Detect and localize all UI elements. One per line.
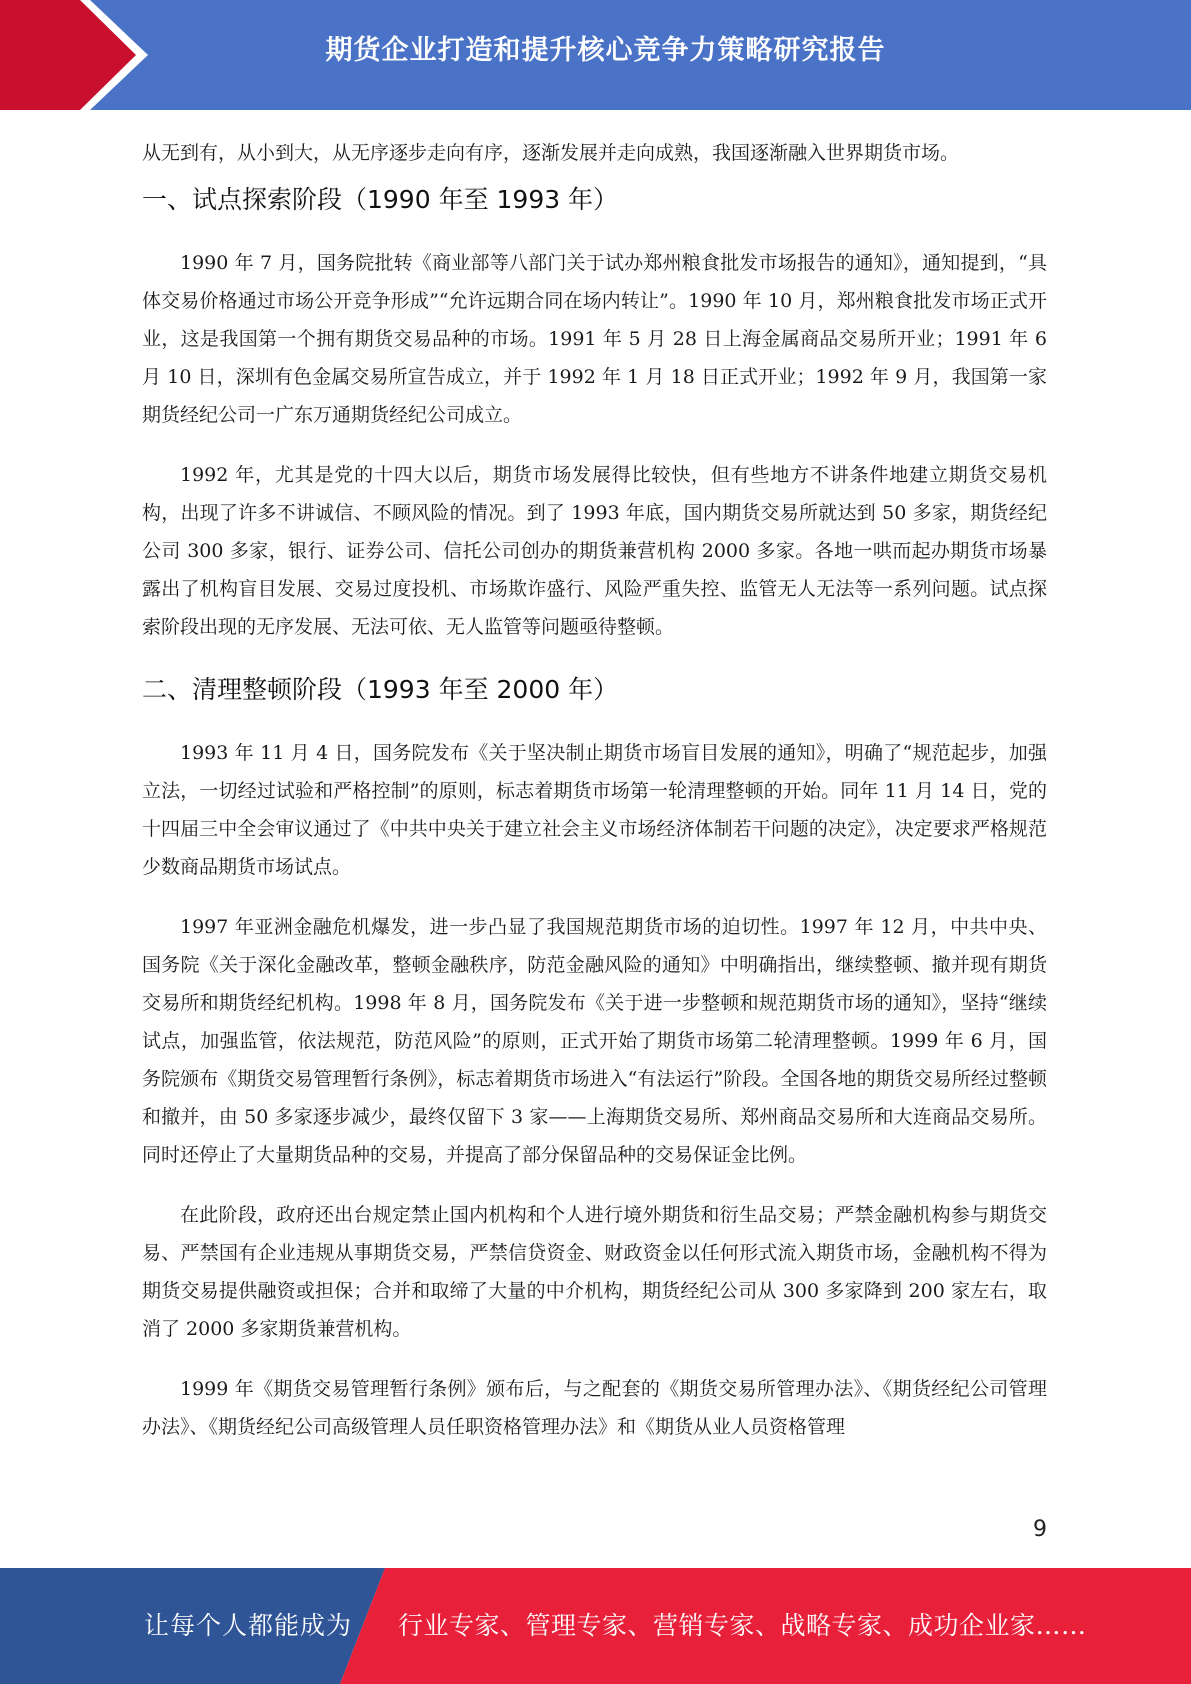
section-heading-1: 一、试点探索阶段（1990 年至 1993 年） xyxy=(142,185,619,214)
body-paragraph: 在此阶段，政府还出台规定禁止国内机构和个人进行境外期货和衍生品交易；严禁金融机构参与期货交易、严禁国有企业违规从事期货交易，严禁信贷资金、财政资金以任何形式流入期货市场，金融机构不得为期货交易提供融资或担保；合并和取缔了大量的中介机构，期货经纪公司从 300 多家降到 200 家左右，取消了 2000 多家期货兼营机构。 xyxy=(142,1204,1047,1340)
report-title: 期货企业打造和提升核心竞争力策略研究报告 xyxy=(325,35,886,66)
section-heading-2: 二、清理整顿阶段（1993 年至 2000 年） xyxy=(142,675,619,704)
document-body xyxy=(142,134,1047,1468)
body-paragraph: 1990 年 7 月，国务院批转《商业部等八部门关于试办郑州粮食批发市场报告的通知》，通知提到，“具体交易价格通过市场公开竞争形成”“允许远期合同在场内转让”。1990 年 10 月，郑州粮食批发市场正式开业，这是我国第一个拥有期货交易品种的市场。1991 年 5 月 28 日上海金属商品交易所开业；1991 年 6 月 10 日，深圳有色金属交易所宣告成立，并于 1992 年 1 月 18 日正式开业；1992 年 9 月，我国第一家期货经纪公司一广东万通期货经纪公司成立。 xyxy=(142,252,1047,426)
footer-slogan-right: 行业专家、管理专家、营销专家、战略专家、成功企业家…… xyxy=(398,1611,1087,1640)
footer-slogan-left: 让每个人都能成为 xyxy=(144,1611,353,1640)
body-paragraph: 1999 年《期货交易管理暂行条例》颁布后，与之配套的《期货交易所管理办法》、《期货经纪公司管理办法》、《期货经纪公司高级管理人员任职资格管理办法》和《期货从业人员资格管理 xyxy=(142,1378,1047,1438)
lead-paragraph: 从无到有，从小到大，从无序逐步走向有序，逐渐发展并走向成熟，我国逐渐融入世界期货市场。 xyxy=(142,142,960,164)
page-footer xyxy=(0,1568,1191,1684)
page-header xyxy=(0,0,1191,110)
page-number: 9 xyxy=(1033,1517,1047,1542)
body-paragraph: 1997 年亚洲金融危机爆发，进一步凸显了我国规范期货市场的迫切性。1997 年 12 月，中共中央、国务院《关于深化金融改革，整顿金融秩序，防范金融风险的通知》中明确指出，继续整顿、撤并现有期货交易所和期货经纪机构。1998 年 8 月，国务院发布《关于进一步整顿和规范期货市场的通知》，坚持“继续试点，加强监管，依法规范，防范风险”的原则，正式开始了期货市场第二轮清理整顿。1999 年 6 月，国务院颁布《期货交易管理暂行条例》，标志着期货市场进入“有法运行”阶段。全国各地的期货交易所经过整顿和撤并，由 50 多家逐步减少，最终仅留下 3 家——上海期货交易所、郑州商品交易所和大连商品交易所。同时还停止了大量期货品种的交易，并提高了部分保留品种的交易保证金比例。 xyxy=(142,916,1047,1166)
body-paragraph: 1993 年 11 月 4 日，国务院发布《关于坚决制止期货市场盲目发展的通知》，明确了“规范起步，加强立法，一切经过试验和严格控制”的原则，标志着期货市场第一轮清理整顿的开始。同年 11 月 14 日，党的十四届三中全会审议通过了《中共中央关于建立社会主义市场经济体制若干问题的决定》，决定要求严格规范少数商品期货市场试点。 xyxy=(142,742,1047,878)
body-paragraph: 1992 年，尤其是党的十四大以后，期货市场发展得比较快，但有些地方不讲条件地建立期货交易机构，出现了许多不讲诚信、不顾风险的情况。到了 1993 年底，国内期货交易所就达到 50 多家，期货经纪公司 300 多家，银行、证券公司、信托公司创办的期货兼营机构 2000 多家。各地一哄而起办期货市场暴露出了机构盲目发展、交易过度投机、市场欺诈盛行、风险严重失控、监管无人无法等一系列问题。试点探索阶段出现的无序发展、无法可依、无人监管等问题亟待整顿。 xyxy=(142,464,1047,638)
